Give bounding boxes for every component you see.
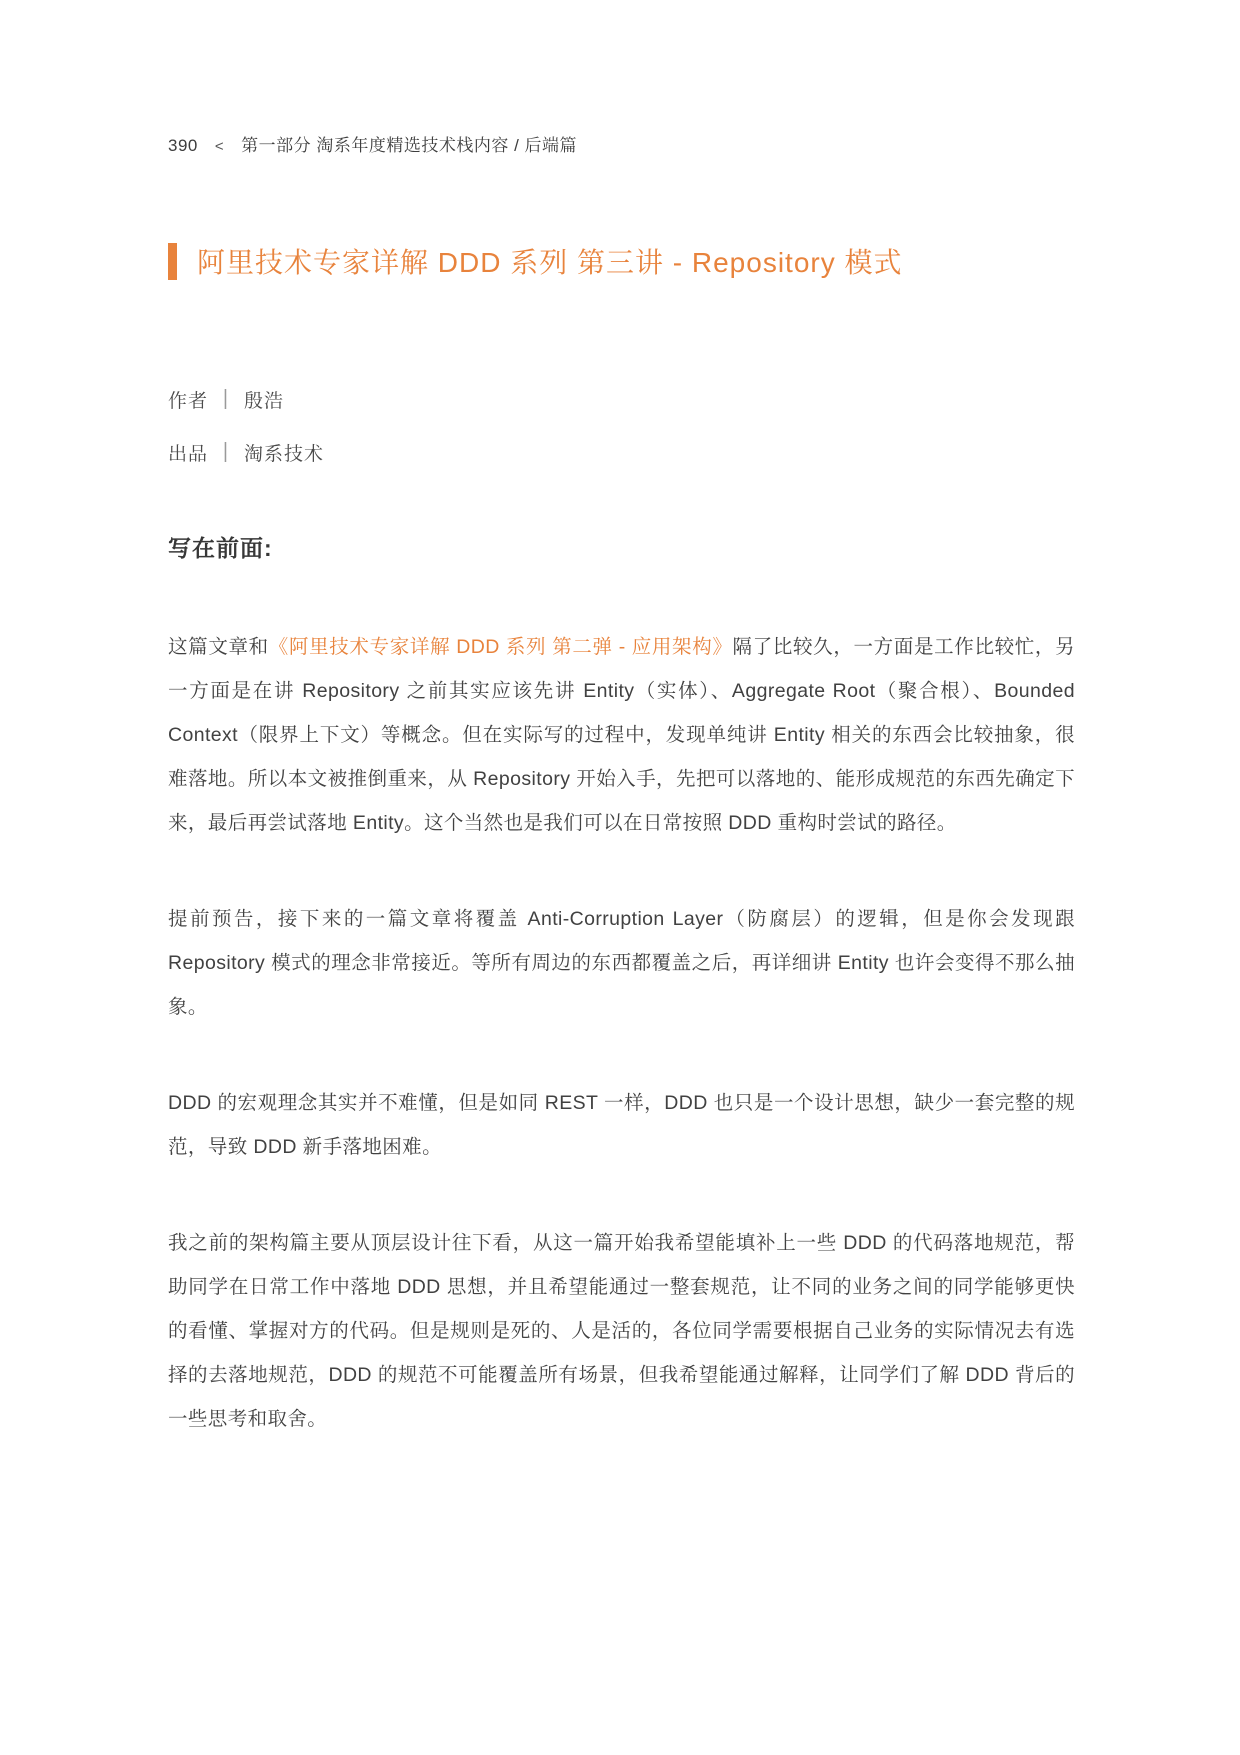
- producer-row: [168, 437, 324, 467]
- producer-value: 淘系技术: [243, 443, 324, 465]
- article-title-block: [168, 241, 903, 281]
- article-meta: [168, 384, 324, 490]
- section-heading: 写在前面:: [168, 535, 273, 561]
- paragraph-text: 这篇文章和: [168, 636, 269, 658]
- article-title: 阿里技术专家详解 DDD 系列 第三讲 - Repository 模式: [197, 247, 903, 278]
- article-body: [168, 625, 1075, 1441]
- page-number: 390: [168, 136, 198, 155]
- paragraph: 我之前的架构篇主要从顶层设计往下看，从这一篇开始我希望能填补上一些 DDD 的代码落地规范，帮助同学在日常工作中落地 DDD 思想，并且希望能通过一整套规范，让不同的业务之间的同学能够更快的看懂、掌握对方的代码。但是规则是死的、人是活的，各位同学需要根据自己业务的实际情况去有选择的去落地规范，DDD 的规范不可能覆盖所有场景，但我希望能通过解释，让同学们了解 DDD 背后的一些思考和取舍。: [168, 1232, 1075, 1430]
- header-breadcrumb: 第一部分 淘系年度精选技术栈内容 / 后端篇: [241, 136, 578, 155]
- meta-divider: |: [223, 439, 229, 463]
- producer-label: 出品: [168, 443, 209, 465]
- paragraph: [168, 625, 1075, 845]
- author-row: [168, 384, 324, 414]
- title-accent-bar: [168, 243, 177, 280]
- author-value: 殷浩: [243, 390, 284, 412]
- paragraph: DDD 的宏观理念其实并不难懂，但是如同 REST 一样，DDD 也只是一个设计思想，缺少一套完整的规范，导致 DDD 新手落地困难。: [168, 1092, 1075, 1158]
- series-part2-link[interactable]: 《阿里技术专家详解 DDD 系列 第二弹 - 应用架构》: [268, 636, 733, 658]
- page-header: [168, 131, 577, 156]
- paragraph: 提前预告，接下来的一篇文章将覆盖 Anti-Corruption Layer（防腐层）的逻辑，但是你会发现跟 Repository 模式的理念非常接近。等所有周边的东西都覆盖之后，再详细讲 Entity 也许会变得不那么抽象。: [168, 908, 1075, 1018]
- meta-divider: |: [223, 386, 229, 410]
- chevron-left-icon: <: [214, 138, 225, 155]
- paragraph-text: 隔了比较久，一方面是工作比较忙，另一方面是在讲 Repository 之前其实应该先讲 Entity（实体）、Aggregate Root（聚合根）、Bounded Context（限界上下文）等概念。但在实际写的过程中，发现单纯讲 Entity 相关的东西会比较抽象，很难落地。所以本文被推倒重来，从 Repository 开始入手，先把可以落地的、能形成规范的东西先确定下来，最后再尝试落地 Entity。这个当然也是我们可以在日常按照 DDD 重构时尝试的路径。: [168, 636, 1075, 834]
- author-label: 作者: [168, 390, 209, 412]
